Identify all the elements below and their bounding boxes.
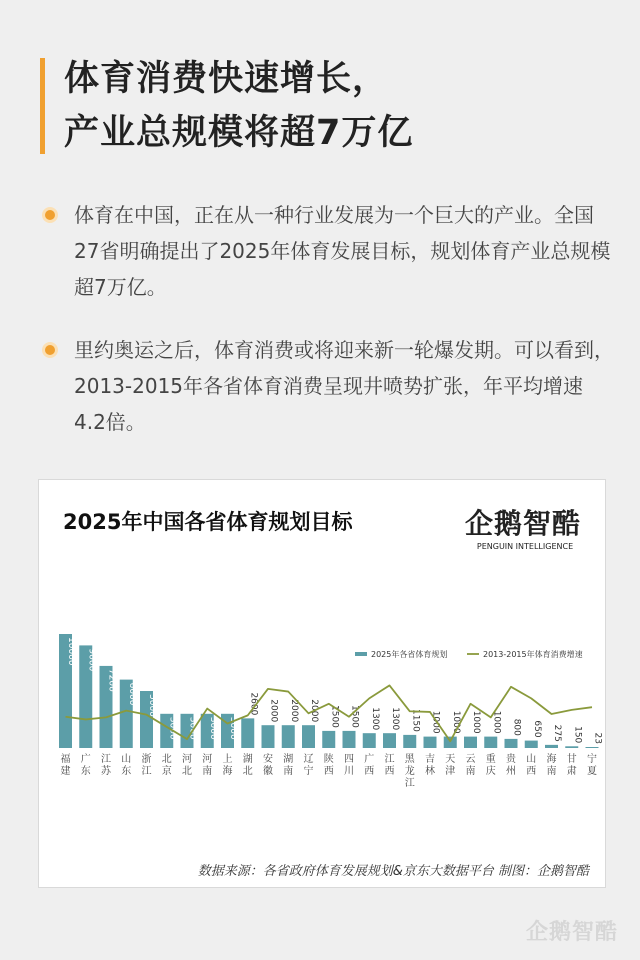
category-label-char: 夏 [587, 766, 597, 777]
bar [262, 725, 275, 748]
category-label-char: 建 [60, 766, 71, 777]
bar [424, 737, 437, 748]
category-label-char: 吉 [425, 754, 435, 765]
category-label-char: 江 [404, 778, 415, 789]
category-label-char: 南 [202, 766, 213, 777]
bullet-dot-icon [45, 345, 55, 355]
bar-value-label: 1000 [430, 710, 441, 734]
bar-value-label: 2000 [288, 699, 299, 723]
bar-value-label: 10000 [66, 637, 76, 666]
category-label-char: 东 [121, 766, 132, 777]
category-label-char: 西 [526, 766, 537, 777]
category-label-char: 庆 [485, 766, 496, 777]
bar-value-label: 7200 [106, 668, 117, 692]
category-label-char: 南 [546, 766, 557, 777]
bar [444, 737, 457, 748]
bar-value-label: 1300 [390, 707, 400, 731]
bar-value-label: 2000 [309, 699, 319, 723]
bar-value-label: 3000 [228, 716, 238, 740]
bar [586, 747, 599, 748]
category-label-char: 江 [141, 766, 152, 777]
category-label-char: 甘 [566, 754, 577, 765]
category-label-char: 湖 [283, 754, 294, 765]
bar [565, 746, 578, 748]
bar [343, 731, 356, 748]
category-label-char: 北 [161, 754, 172, 765]
bullet-dot-icon [45, 210, 55, 220]
legend-bar-label: 2025年各省体育规划 [371, 650, 448, 659]
bar [363, 733, 376, 748]
bar-value-label: 1000 [491, 710, 502, 734]
bar [383, 733, 396, 748]
bar [282, 725, 295, 748]
category-label-char: 北 [242, 766, 253, 777]
bar [505, 739, 518, 748]
category-label-char: 安 [263, 754, 273, 765]
category-label-char: 海 [546, 754, 557, 765]
category-label-char: 苏 [101, 766, 111, 777]
bullet-paragraph-2 [74, 332, 614, 440]
category-label-char: 宁 [587, 754, 597, 765]
bar [302, 725, 315, 748]
category-label-char: 西 [364, 766, 375, 777]
bar [322, 731, 335, 748]
bar [241, 718, 254, 748]
legend-bar-swatch [355, 652, 367, 656]
category-label-char: 京 [161, 766, 172, 777]
category-label-char: 广 [80, 754, 91, 765]
category-label-char: 天 [445, 754, 456, 765]
bar-value-label: 1500 [349, 704, 360, 728]
category-label-char: 湖 [242, 754, 253, 765]
category-label-char: 辽 [303, 754, 314, 765]
category-label-char: 四 [344, 754, 354, 765]
bar-value-label: 650 [531, 720, 542, 738]
category-label-char: 北 [182, 766, 192, 777]
bar-value-label: 3000 [207, 716, 218, 740]
bar-value-label: 1500 [329, 704, 340, 728]
page-title [64, 52, 413, 160]
bullet-text-1: 体育在中国，正在从一种行业发展为一个巨大的产业。全国27省明确提出了2025年体育发展目标，规划体育产业总规模超7万亿。 [74, 203, 611, 299]
category-label-char: 江 [101, 754, 111, 765]
bar-value-label: 2000 [268, 699, 279, 723]
bar-value-label: 2600 [248, 692, 259, 716]
category-label-char: 川 [344, 766, 354, 777]
bullet-paragraph-1 [74, 197, 614, 305]
bar-value-label: 3000 [167, 716, 178, 740]
category-label-char: 山 [121, 754, 132, 765]
bar-value-label: 23 [592, 732, 603, 744]
category-label-char: 浙 [141, 754, 152, 765]
bar-value-label: 1000 [471, 710, 481, 734]
category-label-char: 陕 [323, 754, 334, 765]
category-label-char: 徽 [263, 766, 273, 777]
category-label-char: 南 [465, 766, 476, 777]
category-label-char: 肃 [566, 766, 577, 777]
bar-value-label: 1150 [410, 708, 421, 732]
category-label-char: 州 [506, 766, 516, 777]
bar-value-label: 5000 [147, 694, 157, 717]
chart-card [38, 479, 606, 888]
bar [484, 737, 497, 748]
bar [525, 741, 538, 748]
bullet-text-2: 里约奥运之后，体育消费或将迎来新一轮爆发期。可以看到，2013-2015年各省体育消费呈现井喷势扩张，年平均增速4.2倍。 [74, 338, 614, 434]
category-label-char: 黑 [404, 754, 415, 765]
category-label-char: 上 [222, 754, 233, 765]
category-label-char: 河 [182, 754, 192, 765]
bar-value-label: 6000 [126, 682, 137, 706]
category-label-char: 西 [384, 766, 395, 777]
category-label-char: 福 [60, 754, 71, 765]
bar [464, 737, 477, 748]
category-label-char: 河 [202, 754, 213, 765]
bar-value-label: 3000 [187, 716, 198, 740]
watermark-logo: 企鹅智酷 [525, 920, 618, 945]
category-label-char: 东 [80, 766, 91, 777]
category-label-char: 龙 [404, 766, 415, 777]
chart-svg [39, 480, 605, 887]
category-label-char: 云 [465, 754, 476, 765]
bar-value-label: 9000 [86, 648, 97, 672]
bar-value-label: 275 [552, 724, 562, 742]
logo-text: 企鹅智酷 [465, 507, 582, 540]
category-label-char: 林 [425, 766, 435, 777]
category-label-char: 山 [526, 754, 537, 765]
title-accent-bar [40, 58, 45, 154]
category-label-char: 津 [445, 766, 456, 777]
category-label-char: 广 [364, 754, 375, 765]
title-line-1: 体育消费快速增长， [64, 59, 389, 99]
bar-value-label: 150 [572, 726, 583, 744]
title-line-2: 产业总规模将超7万亿 [64, 113, 414, 153]
category-label-char: 南 [283, 766, 294, 777]
category-label-char: 宁 [303, 766, 314, 777]
category-label-char: 贵 [506, 754, 516, 765]
logo-subtitle: PENGUIN INTELLIGENCE [476, 542, 574, 551]
category-label-char: 江 [384, 754, 395, 765]
category-label-char: 西 [323, 766, 334, 777]
category-label-char: 海 [222, 766, 233, 777]
bar [545, 745, 558, 748]
bar-value-label: 800 [511, 718, 522, 736]
bar-value-label: 1300 [369, 707, 380, 731]
category-label-char: 重 [485, 754, 496, 765]
chart-title: 2025年中国各省体育规划目标 [63, 510, 353, 534]
legend-line-label: 2013-2015年体育消费增速 [483, 650, 583, 659]
data-source: 数据来源：各省政府体育发展规划&京东大数据平台 制图：企鹅智酷 [197, 864, 589, 879]
bar-value-label: 1000 [450, 710, 461, 734]
bar [403, 735, 416, 748]
